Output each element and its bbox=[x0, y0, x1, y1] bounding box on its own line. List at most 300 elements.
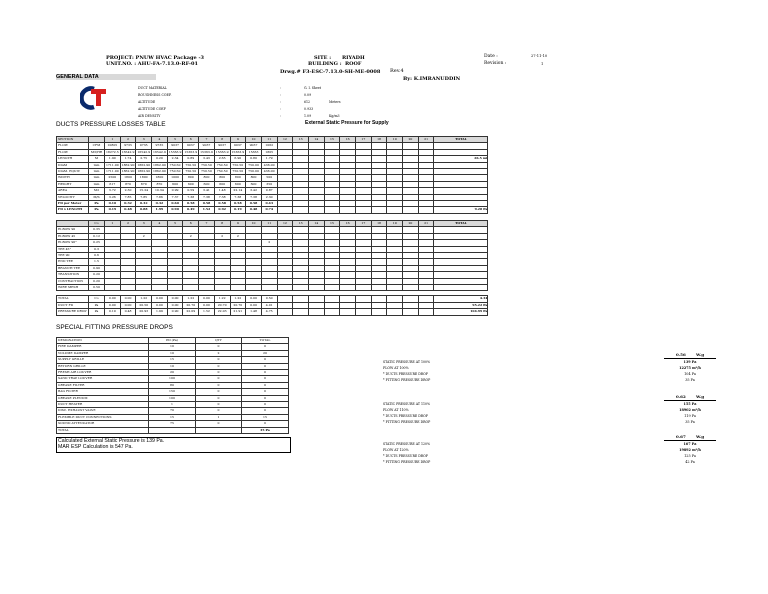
table-cell: 20 bbox=[403, 221, 419, 227]
summary-line: FLOW AT 100% bbox=[383, 366, 409, 370]
table-cell: 7.38 bbox=[230, 194, 246, 200]
table-cell: 0 bbox=[196, 357, 242, 363]
table-cell: 0 bbox=[242, 344, 289, 350]
row-label: ELBOW 45 bbox=[57, 233, 89, 239]
row-label: END TEE bbox=[57, 259, 89, 265]
row-unit: Co bbox=[89, 221, 105, 227]
table-cell: 22.09 bbox=[183, 309, 199, 315]
table-cell: 600 bbox=[167, 181, 183, 187]
summary-value: 42 Pa bbox=[685, 460, 695, 464]
table-cell: 0 bbox=[242, 395, 289, 401]
table-cell: 0.50 bbox=[261, 296, 277, 302]
summary-line: FLOW AT 110% bbox=[383, 408, 409, 412]
table-cell: 4.75 bbox=[261, 309, 277, 315]
revision-label: Revision : bbox=[484, 61, 507, 66]
table-cell: DUCT HEATER bbox=[57, 402, 149, 408]
table-cell: 16542.9 bbox=[121, 149, 135, 154]
row-unit: 0.20 bbox=[89, 272, 105, 278]
table-cell: 0.60 bbox=[167, 201, 183, 207]
table-cell: 22.03 bbox=[214, 309, 230, 315]
table-cell: 20.70 bbox=[214, 302, 230, 308]
table-cell: 7.85 bbox=[136, 194, 152, 200]
date-value: 27-11-10 bbox=[531, 54, 548, 58]
table-cell: 0.00 bbox=[152, 296, 168, 302]
table-cell: 10.34 bbox=[152, 188, 168, 194]
table-cell: 750.50 bbox=[183, 162, 199, 168]
table-cell: 14 bbox=[308, 221, 324, 227]
table-cell: 870 bbox=[152, 181, 168, 187]
table-cell: 0 bbox=[196, 376, 242, 382]
table-cell: 9 bbox=[230, 221, 246, 227]
table-cell: 750.50 bbox=[199, 169, 215, 175]
table-cell: 0 bbox=[196, 395, 242, 401]
row-label: WIDTH bbox=[57, 175, 89, 181]
table-cell: 18272.5 bbox=[105, 149, 119, 154]
summary-wg-value: 0.56 bbox=[676, 352, 686, 357]
table-cell: 1.99 bbox=[152, 309, 168, 315]
table-cell: 6.90 bbox=[230, 156, 246, 162]
table-cell: 0.49 bbox=[183, 207, 199, 213]
table-cell: 870 bbox=[120, 181, 136, 187]
row-unit: 0.12 bbox=[89, 233, 105, 239]
general-prop-colon: : bbox=[280, 86, 282, 90]
table-cell: 0.48 bbox=[120, 309, 136, 315]
table-cell: 2.65 bbox=[214, 156, 230, 162]
table-cell: DISC. EXHAUST VALVE bbox=[57, 408, 149, 414]
table-cell bbox=[387, 207, 403, 213]
row-total: 26.5 mf bbox=[434, 156, 488, 162]
summary-value: 35 Pa bbox=[685, 420, 695, 424]
table-cell: 1800 bbox=[136, 175, 152, 181]
header-cell: DESIGNATION bbox=[57, 338, 149, 344]
site-label: SITE : bbox=[314, 55, 332, 61]
table-cell bbox=[356, 207, 372, 213]
building-label: BUILDING : bbox=[308, 61, 342, 67]
table-cell: VOLUME DAMPER bbox=[57, 350, 149, 356]
general-prop-unit: Meters bbox=[329, 100, 341, 104]
table-cell: GREASE FILTER bbox=[57, 382, 149, 388]
table-cell: 9037 bbox=[214, 143, 230, 149]
row-unit: mm bbox=[89, 175, 105, 181]
row-label: VELOCITY bbox=[57, 194, 89, 200]
table-cell: 2 bbox=[120, 221, 136, 227]
table-cell: 20.93 bbox=[136, 309, 152, 315]
table-cell: 1 bbox=[149, 402, 196, 408]
table-cell: 0.74 bbox=[261, 207, 277, 213]
table-cell bbox=[293, 207, 309, 213]
table-cell bbox=[418, 207, 434, 213]
table-cell: 15 bbox=[324, 137, 340, 143]
table-cell: 18 bbox=[371, 137, 387, 143]
summary-value: 119 Pa bbox=[684, 414, 696, 418]
table-cell: 0.00 bbox=[105, 296, 121, 302]
table-cell bbox=[403, 207, 419, 213]
header-cell: TOTAL bbox=[242, 338, 289, 344]
table-cell: 800 bbox=[214, 175, 230, 181]
table-cell: 0 bbox=[196, 363, 242, 369]
row-unit: Pa bbox=[89, 201, 105, 207]
summary-line: * DUCTS PRESSURE DROP bbox=[383, 372, 428, 376]
table-cell bbox=[387, 309, 403, 315]
general-prop-name: ALTITUDE bbox=[138, 100, 156, 104]
table-cell: 1.79 bbox=[261, 156, 277, 162]
table-cell: 0.32 bbox=[120, 201, 136, 207]
table-cell: 12 bbox=[277, 221, 293, 227]
table-cell: 0.43 bbox=[261, 201, 277, 207]
table-cell: 1.22 bbox=[183, 296, 199, 302]
table-cell: 0.92 bbox=[214, 207, 230, 213]
table-cell: 750.50 bbox=[214, 162, 230, 168]
table-cell: 18 bbox=[371, 221, 387, 227]
table-cell: 0.59 bbox=[183, 188, 199, 194]
table-cell: 2 bbox=[136, 233, 152, 239]
table-cell: 1862.90 bbox=[153, 162, 166, 167]
table-cell: 2 bbox=[196, 350, 242, 356]
summary-wg-value: 0.67 bbox=[676, 434, 686, 439]
row-total: 4.34 bbox=[434, 296, 488, 302]
table-cell: 0.58 bbox=[199, 201, 215, 207]
general-prop-name: DUCT MATERIAL bbox=[138, 86, 167, 90]
general-prop-value: G. I. Sheet bbox=[304, 86, 322, 90]
table-cell: 600 bbox=[183, 181, 199, 187]
drawing-number: Drwg.# F3-ESC-7.13.0-SH-ME-0008 bbox=[280, 69, 381, 75]
table-cell bbox=[149, 427, 196, 433]
table-cell: 17 bbox=[356, 221, 372, 227]
table-cell: 2 bbox=[183, 233, 199, 239]
table-cell: 70 bbox=[149, 408, 196, 414]
table-cell: 9735 bbox=[120, 143, 136, 149]
table-cell: 0 bbox=[242, 421, 289, 427]
table-cell: 0 bbox=[242, 376, 289, 382]
table-cell: FRESH AIR LOUVER bbox=[57, 370, 149, 376]
table-cell: 7.38 bbox=[183, 194, 199, 200]
table-cell: 1.48 bbox=[214, 188, 230, 194]
table-cell: 2 bbox=[214, 233, 230, 239]
table-cell: 800 bbox=[183, 175, 199, 181]
table-cell: 0 bbox=[196, 382, 242, 388]
duct-pressure-table bbox=[56, 136, 488, 214]
table-cell: 15363.9 bbox=[168, 149, 182, 154]
general-prop-name: ROUGHNESS COEF. bbox=[138, 93, 172, 97]
row-label: FLOW bbox=[57, 143, 89, 149]
table-cell: 800 bbox=[246, 175, 262, 181]
table-cell: 11 bbox=[261, 221, 277, 227]
table-cell bbox=[308, 207, 324, 213]
footer-line-1: Calculated External Static Pressure is 139 Pa. bbox=[58, 438, 165, 444]
table-cell: 0.20 bbox=[152, 156, 168, 162]
table-cell: 0.32 bbox=[136, 201, 152, 207]
table-cell bbox=[324, 207, 340, 213]
table-cell: 0.00 bbox=[199, 296, 215, 302]
row-total: 95.22 Pa bbox=[434, 302, 488, 308]
table-cell: 0.58 bbox=[214, 201, 230, 207]
table-cell: 2.30 bbox=[261, 194, 277, 200]
table-cell: 1800 bbox=[120, 175, 136, 181]
table-cell: 1 bbox=[105, 137, 121, 143]
table-cell: 3.43 bbox=[199, 156, 215, 162]
table-cell: 7 bbox=[199, 221, 215, 227]
general-prop-colon: : bbox=[280, 100, 282, 104]
row-label: ELBOW 90 bbox=[57, 227, 89, 233]
summary-divider bbox=[664, 358, 716, 359]
table-cell: 15363.9 bbox=[231, 149, 245, 154]
row-unit: M3/HR bbox=[89, 149, 105, 155]
table-cell: 20 bbox=[403, 137, 419, 143]
table-cell: 750.50 bbox=[230, 169, 246, 175]
table-cell: 100 bbox=[149, 376, 196, 382]
table-cell: 15 bbox=[324, 221, 340, 227]
table-cell: 3 bbox=[136, 221, 152, 227]
table-cell bbox=[196, 427, 242, 433]
table-cell: 1.22 bbox=[230, 296, 246, 302]
table-cell: 35 Pa bbox=[242, 427, 289, 433]
general-prop-unit: Kg/m3 bbox=[329, 114, 340, 118]
table-cell: 0.10 bbox=[105, 201, 121, 207]
table-cell: 0.19 bbox=[230, 207, 246, 213]
summary-value: 155 Pa bbox=[683, 402, 697, 406]
special-fittings-table bbox=[56, 337, 289, 434]
table-cell: 15 bbox=[242, 414, 289, 420]
row-label: DUCT FD bbox=[57, 302, 89, 308]
row-unit: mm bbox=[89, 181, 105, 187]
table-cell: 1.99 bbox=[152, 207, 168, 213]
table-cell: 3 bbox=[136, 137, 152, 143]
table-cell: 0.48 bbox=[246, 207, 262, 213]
table-cell: 12 bbox=[277, 137, 293, 143]
row-label: SECTION bbox=[57, 137, 89, 143]
header-cell: QTY bbox=[196, 338, 242, 344]
table-cell: 1862.90 bbox=[121, 169, 135, 174]
table-cell: 0.90 bbox=[167, 207, 183, 213]
table-cell: 0 bbox=[242, 382, 289, 388]
table-cell: 600 bbox=[246, 181, 262, 187]
revision-value: 1 bbox=[541, 62, 544, 66]
table-cell: GREASE PLENUM bbox=[57, 395, 149, 401]
table-cell: 0.19 bbox=[105, 207, 121, 213]
row-unit: mm bbox=[89, 162, 105, 168]
table-cell: 0.88 bbox=[136, 207, 152, 213]
table-row bbox=[57, 309, 488, 315]
row-label: TEE 90 bbox=[57, 253, 89, 259]
general-prop-colon: : bbox=[280, 93, 282, 97]
table-cell: 15363.9 bbox=[200, 149, 213, 154]
table-cell: 20 bbox=[242, 350, 289, 356]
table-cell: 4 bbox=[152, 137, 168, 143]
general-prop-name: ALTITUDE COEF bbox=[138, 107, 166, 111]
row-label: LENGTH bbox=[57, 156, 89, 162]
table-cell: 0 bbox=[242, 357, 289, 363]
table-cell: SUPPLY GRILLE bbox=[57, 357, 149, 363]
table-cell: 10 bbox=[149, 350, 196, 356]
table-cell: 20.50 bbox=[136, 302, 152, 308]
table-cell: 3.26 bbox=[105, 194, 121, 200]
table-cell: RETURN GRILLE bbox=[57, 363, 149, 369]
company-logo bbox=[80, 86, 106, 110]
duct-table-subtitle: External Static Pressure for Supply bbox=[305, 120, 389, 126]
table-cell: 1800 bbox=[152, 175, 168, 181]
table-cell: 4 bbox=[152, 221, 168, 227]
table-cell: 1.90 bbox=[105, 156, 121, 162]
table-cell: 0.00 bbox=[199, 302, 215, 308]
table-cell: 0.00 bbox=[120, 296, 136, 302]
table-cell: 13 bbox=[293, 221, 309, 227]
table-cell: 17 bbox=[356, 137, 372, 143]
general-prop-colon: : bbox=[280, 107, 282, 111]
row-label: PRESSURE DROP bbox=[57, 309, 89, 315]
table-cell: 7.38 bbox=[214, 194, 230, 200]
table-cell: 0.00 bbox=[246, 296, 262, 302]
table-cell: 15.24 bbox=[136, 188, 152, 194]
summary-value: 12275 m³/h bbox=[679, 366, 701, 370]
table-cell: FLEXIBLE DUCT CONNECTIONS bbox=[57, 414, 149, 420]
table-cell: 436.00 bbox=[261, 169, 277, 175]
table-cell: 6 bbox=[183, 137, 199, 143]
table-cell: 500 bbox=[261, 175, 277, 181]
table-cell: 750.50 bbox=[230, 162, 246, 168]
summary-value: 35 Pa bbox=[685, 378, 695, 382]
table-cell: 1862.90 bbox=[137, 162, 151, 167]
row-unit: CFM bbox=[89, 143, 105, 149]
table-cell: 1862.90 bbox=[121, 162, 135, 167]
row-total: TOTAL bbox=[434, 137, 488, 143]
table-cell: 6 bbox=[183, 221, 199, 227]
row-label: FD per Meter bbox=[57, 201, 89, 207]
general-data-title: GENERAL DATA bbox=[56, 74, 156, 80]
row-unit: 0.3 bbox=[89, 246, 105, 252]
table-cell: 0 bbox=[196, 370, 242, 376]
row-total: 9.28 Pa bbox=[434, 207, 488, 213]
table-cell: 5 bbox=[167, 137, 183, 143]
table-cell: 3.41 bbox=[199, 188, 215, 194]
row-unit: 0.6 bbox=[89, 253, 105, 259]
row-unit: 0.50 bbox=[89, 285, 105, 291]
table-cell: 0.58 bbox=[230, 201, 246, 207]
author: By: K.IMRANUDDIN bbox=[403, 76, 461, 82]
row-label: BRANCH TEE bbox=[57, 265, 89, 271]
table-cell: 16542.9 bbox=[137, 149, 151, 154]
summary-divider bbox=[664, 400, 716, 401]
table-cell bbox=[371, 207, 387, 213]
general-prop-value: 0.933 bbox=[304, 107, 314, 111]
table-cell: 0 bbox=[242, 402, 289, 408]
table-cell: 7.86 bbox=[152, 194, 168, 200]
table-cell: 5 bbox=[167, 221, 183, 227]
table-cell: 1.22 bbox=[214, 296, 230, 302]
table-cell: 0 bbox=[196, 344, 242, 350]
table-cell: 2 bbox=[230, 233, 246, 239]
table-cell: 0.89 bbox=[183, 156, 199, 162]
row-unit: 0.20 bbox=[89, 278, 105, 284]
table-cell: 15 bbox=[149, 414, 196, 420]
fitting-coefficient-table bbox=[56, 220, 488, 316]
table-cell: 9735 bbox=[136, 143, 152, 149]
table-cell: 350 bbox=[261, 181, 277, 187]
row-label: WIRE MESH bbox=[57, 285, 89, 291]
table-cell: 750.00 bbox=[246, 169, 262, 175]
table-cell: 2 bbox=[120, 137, 136, 143]
row-unit: M2 bbox=[89, 188, 105, 194]
row-label: FLOW bbox=[57, 149, 89, 155]
table-cell: 0.87 bbox=[261, 188, 277, 194]
summary-wg-unit: W.g bbox=[696, 434, 705, 439]
table-cell: 10 bbox=[246, 137, 262, 143]
table-cell: 1.48 bbox=[246, 309, 262, 315]
site-value: RIYADH bbox=[342, 55, 365, 61]
table-cell: 0 bbox=[242, 370, 289, 376]
table-cell: 11 bbox=[261, 137, 277, 143]
table-cell: 1 bbox=[105, 221, 121, 227]
table-cell: 22.14 bbox=[230, 188, 246, 194]
rev-text: Rev.4 bbox=[390, 68, 404, 74]
summary-line: * FITTING PRESSURE DROP bbox=[383, 420, 431, 424]
table-cell: 4.01 bbox=[261, 302, 277, 308]
table-cell: 750.50 bbox=[199, 162, 215, 168]
table-cell: 21 bbox=[418, 221, 434, 227]
table-cell: 600 bbox=[230, 181, 246, 187]
table-cell: 8 bbox=[214, 221, 230, 227]
row-unit: M/S bbox=[89, 194, 105, 200]
summary-wg-unit: W.g bbox=[696, 394, 705, 399]
table-cell: 800 bbox=[199, 175, 215, 181]
summary-value: 125 Pa bbox=[684, 454, 696, 458]
table-cell: 15363 bbox=[246, 149, 262, 155]
table-cell: SAND TRAP LOUVER bbox=[57, 376, 149, 382]
table-cell bbox=[277, 309, 293, 315]
table-cell: 1.52 bbox=[199, 207, 215, 213]
table-cell: 1000 bbox=[167, 175, 183, 181]
table-row bbox=[57, 427, 289, 433]
table-cell: 14 bbox=[308, 137, 324, 143]
table-cell: 600 bbox=[214, 181, 230, 187]
table-cell: 80 bbox=[149, 382, 196, 388]
table-cell: 10 bbox=[246, 221, 262, 227]
table-cell: 0.00 bbox=[246, 302, 262, 308]
row-unit: 0.90 bbox=[89, 265, 105, 271]
summary-value: 18902 m³/h bbox=[679, 408, 701, 412]
row-unit: Co bbox=[89, 296, 105, 302]
table-cell: 16542.9 bbox=[153, 149, 166, 154]
summary-line: STATIC PRESSURE AT 100% bbox=[383, 360, 431, 364]
row-label: AREA bbox=[57, 188, 89, 194]
table-cell: 870 bbox=[136, 181, 152, 187]
row-unit: Pa bbox=[89, 302, 105, 308]
table-cell: 750.00 bbox=[246, 162, 262, 168]
table-cell: 9 bbox=[230, 137, 246, 143]
table-cell bbox=[418, 309, 434, 315]
table-cell: 9037 bbox=[199, 143, 215, 149]
table-cell: 0.32 bbox=[152, 201, 168, 207]
row-label: ELBOW 90° bbox=[57, 240, 89, 246]
table-cell: 19 bbox=[387, 137, 403, 143]
table-cell bbox=[340, 309, 356, 315]
table-cell: 9037 bbox=[230, 143, 246, 149]
row-unit: mm bbox=[89, 169, 105, 175]
unit-number: UNIT.NO. : AHU-FA-7.13.0-RF-01 bbox=[106, 61, 198, 67]
table-cell: 617 bbox=[105, 181, 121, 187]
table-cell bbox=[324, 309, 340, 315]
table-cell bbox=[371, 309, 387, 315]
general-prop-colon: : bbox=[280, 114, 282, 118]
table-cell: 2500 bbox=[105, 175, 121, 181]
general-prop-value: 1.09 bbox=[304, 114, 312, 118]
row-label: DIAM. EQUIV bbox=[57, 169, 89, 175]
table-cell: 9037 bbox=[183, 143, 199, 149]
table-cell: 15 bbox=[149, 357, 196, 363]
summary-line: FLOW AT 120% bbox=[383, 448, 409, 452]
table-cell: 0.00 bbox=[167, 302, 183, 308]
table-cell: 0 bbox=[242, 389, 289, 395]
table-cell: 10 bbox=[149, 363, 196, 369]
